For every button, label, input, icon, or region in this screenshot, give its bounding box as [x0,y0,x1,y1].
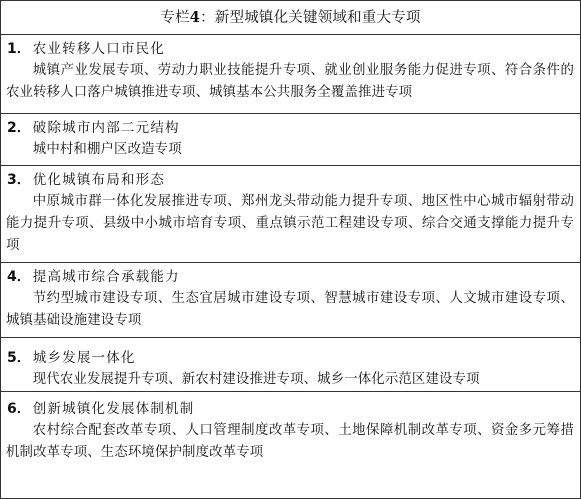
section-number: 5． [7,350,31,366]
section-title: 城乡发展一体化 [32,350,136,366]
section-number: 4． [7,269,31,285]
section-title: 破除城市内部二元结构 [32,120,180,136]
column-title-text: ：新型城镇化关键领域和重大专项 [200,10,421,26]
section-heading [1,392,580,420]
section-title: 提高城市综合承载能力 [32,269,180,285]
section-heading [1,35,580,60]
column-title-number: 4 [189,9,201,26]
section-heading [1,166,580,191]
section-title: 优化城镇布局和形态 [32,172,166,188]
section-heading [1,263,580,288]
section-body: 中原城市群一体化发展推进专项、郑州龙头带动能力提升专项、地区性中心城市辐射带动能力提升专项、县级中小城市培育专项、重点镇示范工程建设专项、综合交通支撑能力提升专项 [6,194,574,253]
section-number: 2． [7,120,31,136]
section-number: 1． [7,41,31,57]
section-body: 现代农业发展提升专项、新农村建设推进专项、城乡一体化示范区建设专项 [32,372,480,387]
section-4 [1,263,580,338]
section-3 [1,166,580,263]
section-title: 创新城镇化发展体制机制 [32,401,195,417]
section-body: 城镇产业发展专项、劳动力职业技能提升专项、就业创业服务能力促进专项、符合条件的农业转移人口落户城镇推进专项、城镇基本公共服务全覆盖推进专项 [6,63,574,100]
section-heading [1,338,580,369]
section-title: 农业转移人口市民化 [32,41,166,57]
column-title [1,1,580,35]
column-title-prefix: 专栏 [160,10,190,26]
section-number: 6． [7,401,31,417]
section-5 [1,338,580,392]
section-body: 节约型城市建设专项、生态宜居城市建设专项、智慧城市建设专项、人文城市建设专项、城镇基础设施建设专项 [6,291,574,328]
section-heading [1,114,580,139]
section-1 [1,35,580,114]
section-2 [1,114,580,166]
section-body: 农村综合配套改革专项、人口管理制度改革专项、土地保障机制改革专项、资金多元筹措机制改革专项、生态环境保护制度改革专项 [6,423,574,460]
section-body: 城中村和棚户区改造专项 [32,142,182,157]
section-number: 3． [7,172,31,188]
section-6 [1,392,580,498]
